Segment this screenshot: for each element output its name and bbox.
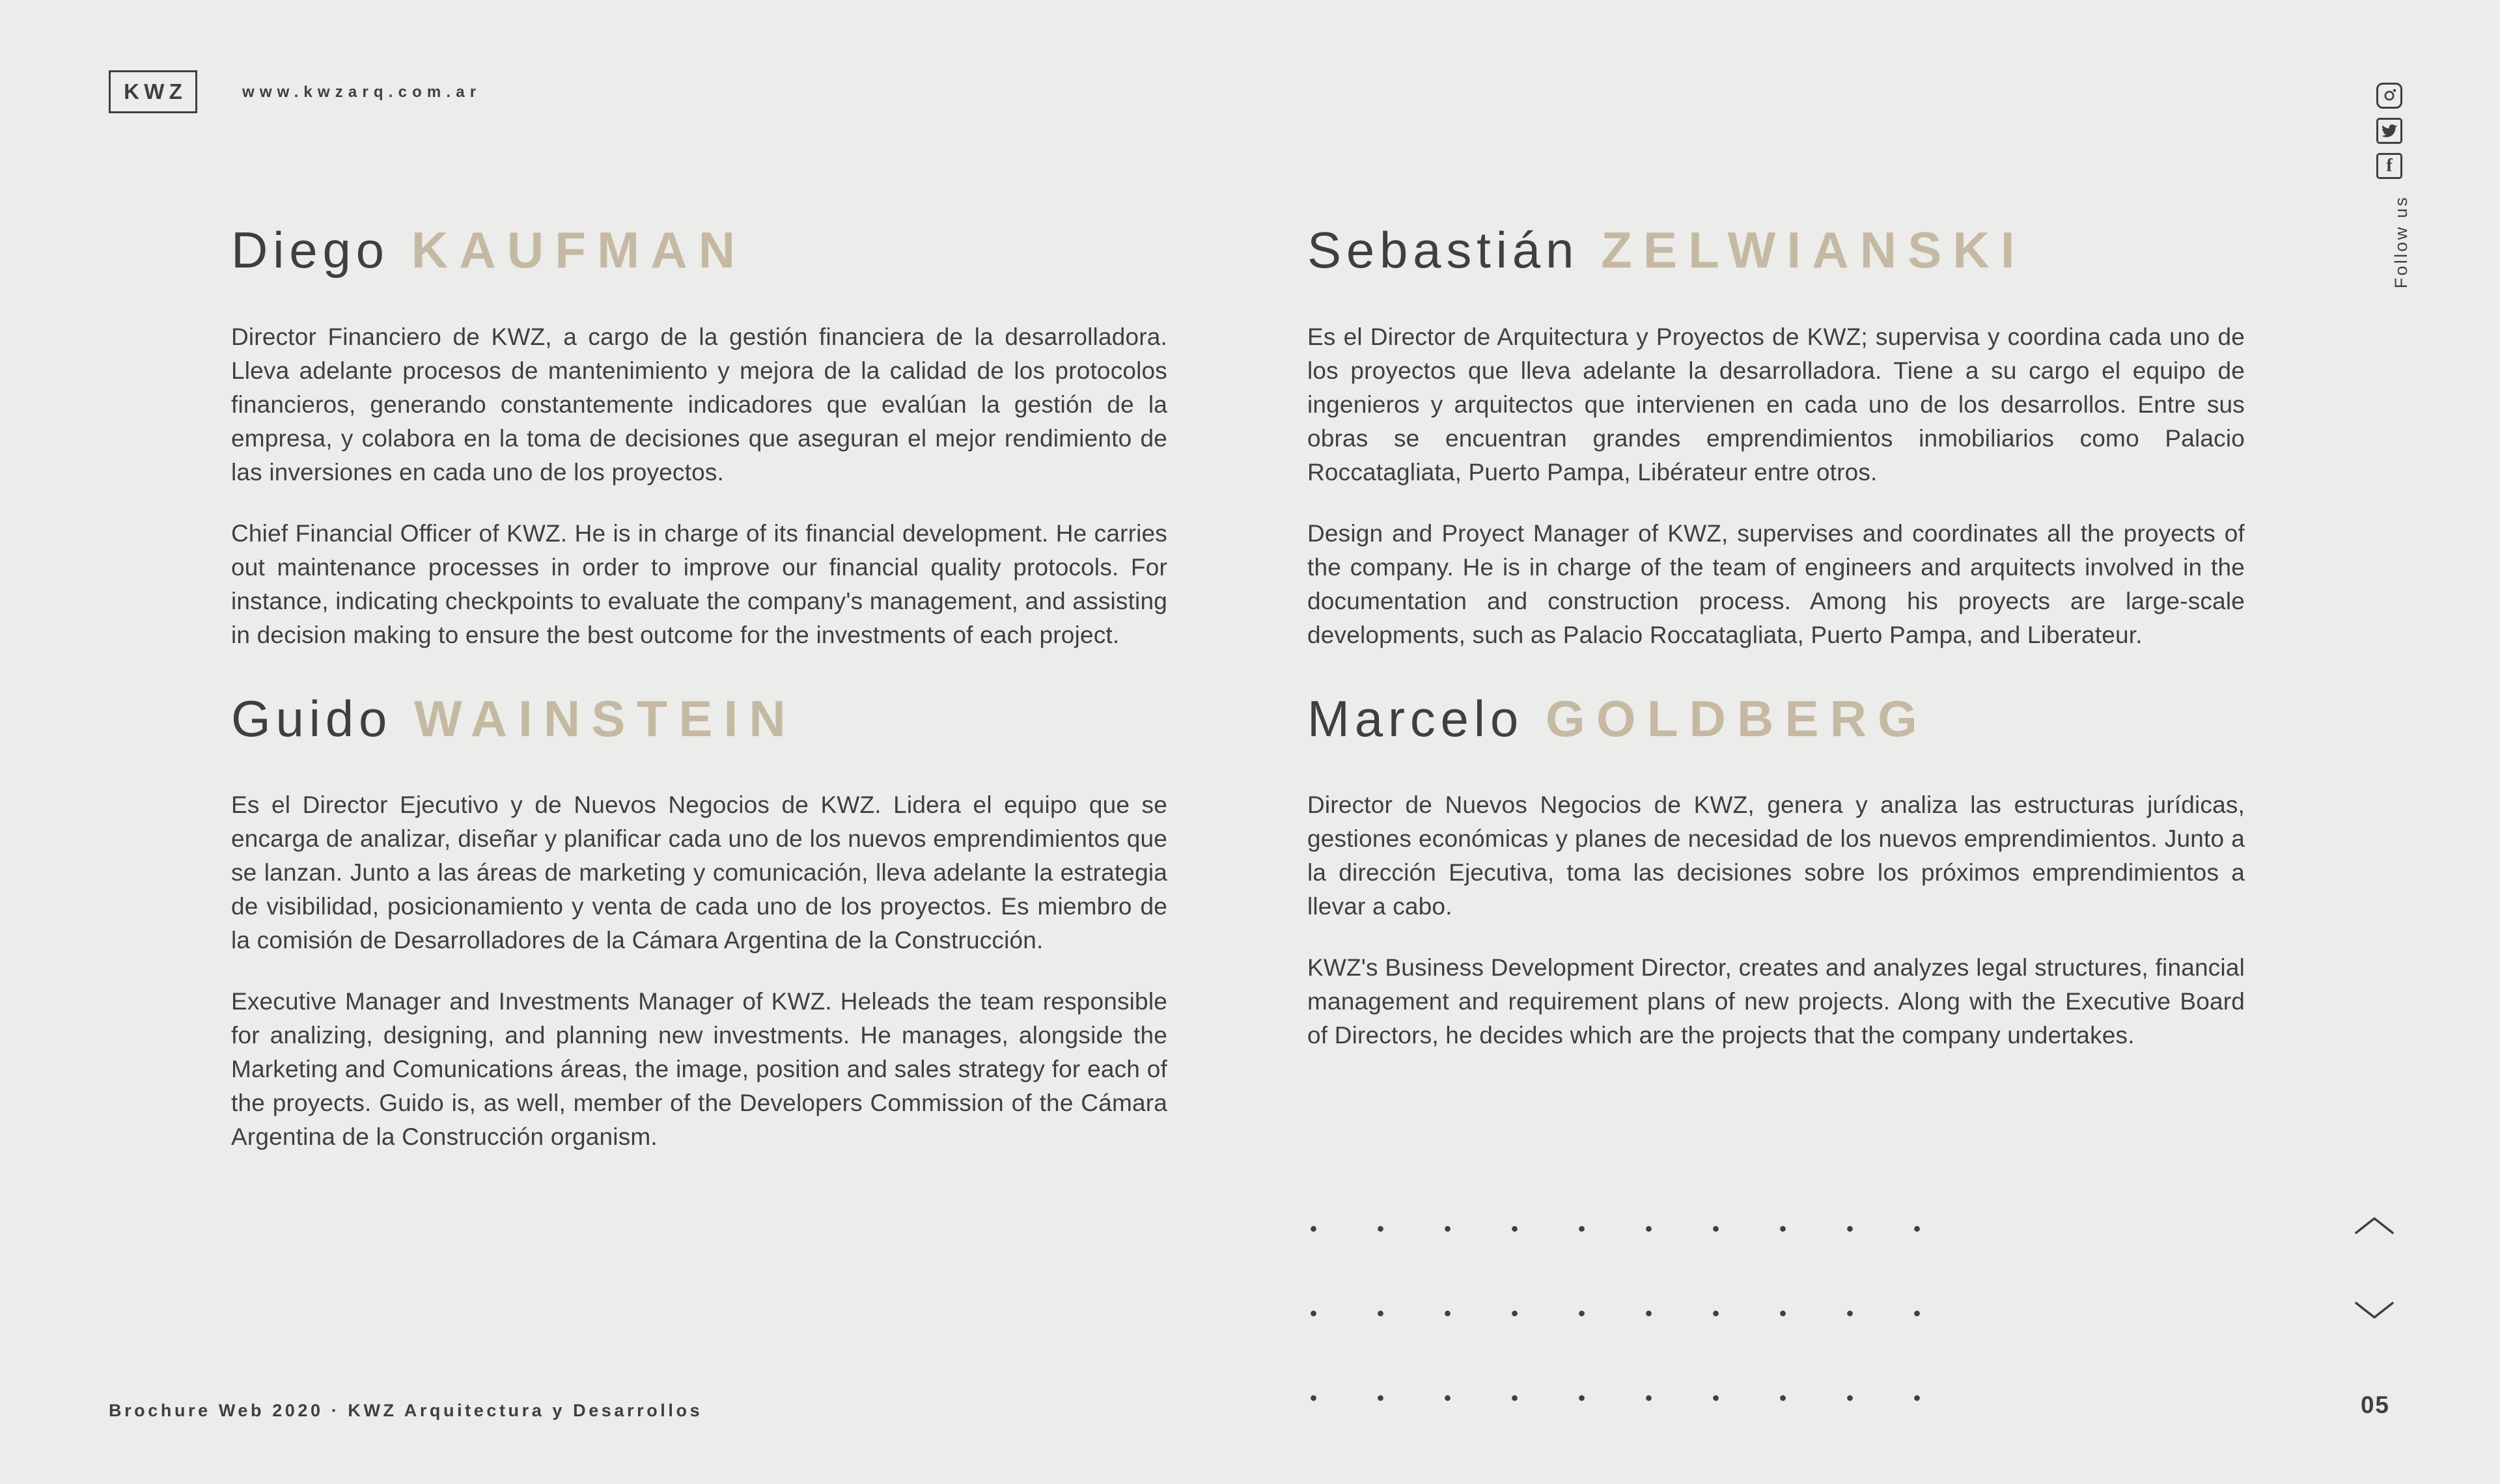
bio-spanish: Director de Nuevos Negocios de KWZ, genera y analiza las estructuras jurídicas, gestiones económicas y planes de necesidad de los nuevos emprendimientos. Junto a la dirección Ejecutiva, toma las decisiones sobre los próximos emprendimientos a llevar a cabo. (1307, 791, 2245, 920)
last-name: KAUFMAN (411, 221, 747, 279)
first-name: Sebastián (1307, 221, 1579, 279)
first-name: Guido (231, 689, 393, 747)
scroll-down-button[interactable] (2354, 1300, 2395, 1320)
bio-english: Design and Proyect Manager of KWZ, supervises and coordinates all the proyects of the company. He is in charge of the team of engineers and arquitects involved in the documentation and construction process. Among his proyects are large-scale developments, such as Palacio Roccatagliata, Puerto Pampa, and Liberateur. (1307, 519, 2245, 648)
last-name: WAINSTEIN (414, 689, 797, 747)
bio-english: Executive Manager and Investments Manager of KWZ. Heleads the team responsible for analizing, designing, and planning new investments. He manages, alongside the Marketing and Comunications áreas, the image, position and sales strategy for each of the proyects. Guido is, as well, member of the Developers Commission of the Cámara Argentina de la Construcción organism. (231, 988, 1167, 1151)
first-name: Marcelo (1307, 689, 1524, 747)
page-number: 05 (2361, 1392, 2390, 1418)
bio-spanish: Es el Director Ejecutivo y de Nuevos Negocios de KWZ. Lidera el equipo que se encarga de analizar, diseñar y planificar cada uno de los nuevos emprendimientos que se lanzan. Junto a las áreas de marketing y comunicación, lleva adelante la estrategia de visibilidad, posicionamiento y venta de cada uno de los proyectos. Es miembro de la comisión de Desarrolladores de la Cámara Argentina de la Construcción. (231, 791, 1167, 954)
bio-spanish: Es el Director de Arquitectura y Proyectos de KWZ; supervisa y coordina cada uno de los proyectos que lleva adelante la desarrolladora. Tiene a su cargo el equipo de ingenieros y arquitectos que intervienen en cada uno de los desarrollos. Entre sus obras se encuentran grandes emprendimientos inmobiliarios como Palacio Roccatagliata, Puerto Pampa, Libérateur entre otros. (1307, 323, 2245, 486)
twitter-icon[interactable] (2376, 118, 2402, 144)
bio-english: Chief Financial Officer of KWZ. He is in charge of its financial development. He carries out maintenance processes in order to improve our financial quality protocols. For instance, indicating checkpoints to evaluate the company's management, and assisting in decision making to ensure the best outcome for the investments of each project. (231, 519, 1167, 648)
person-section-marcelo-goldberg (1307, 690, 2245, 1155)
footer-text: Brochure Web 2020 · KWZ Arquitectura y Desarrollos (109, 1401, 703, 1420)
bio-english: KWZ's Business Development Director, creates and analyzes legal structures, financial management and requirement plans of new projects. Along with the Executive Board of Directors, he decides which are the projects that the company undertakes. (1307, 954, 2245, 1049)
scroll-up-button[interactable] (2354, 1216, 2395, 1235)
facebook-icon[interactable] (2376, 153, 2402, 179)
person-name (1307, 221, 2245, 280)
follow-us-label: Follow us (2391, 195, 2411, 289)
social-links (2376, 83, 2402, 179)
first-name: Diego (231, 221, 389, 279)
person-section-guido-wainstein (231, 690, 1167, 1155)
website-url: www.kwzarq.com.ar (242, 83, 482, 101)
last-name: GOLDBERG (1546, 689, 1928, 747)
person-name (231, 221, 1167, 280)
people-grid (231, 221, 2245, 1154)
person-section-diego-kaufman (231, 221, 1167, 652)
bio-spanish: Director Financiero de KWZ, a cargo de la gestión financiera de la desarrolladora. Lleva adelante procesos de mantenimiento y mejora de la calidad de los protocolos financieros, generando constantemente indicadores que evalúan la gestión de la empresa, y colabora en la toma de decisiones que aseguran el mejor rendimiento de las inversiones en cada uno de los proyectos. (231, 323, 1167, 486)
person-name (1307, 690, 2245, 749)
instagram-icon[interactable] (2376, 83, 2402, 109)
page-nav (2354, 1216, 2395, 1320)
facebook-f-glyph: f (2386, 156, 2393, 176)
dot-grid-decoration (1280, 1187, 1951, 1440)
kwz-logo (109, 70, 197, 113)
kwz-logo-text: KWZ (124, 79, 188, 103)
last-name: ZELWIANSKI (1601, 221, 2026, 279)
person-section-sebastian-zelwianski (1307, 221, 2245, 652)
person-name (231, 690, 1167, 749)
